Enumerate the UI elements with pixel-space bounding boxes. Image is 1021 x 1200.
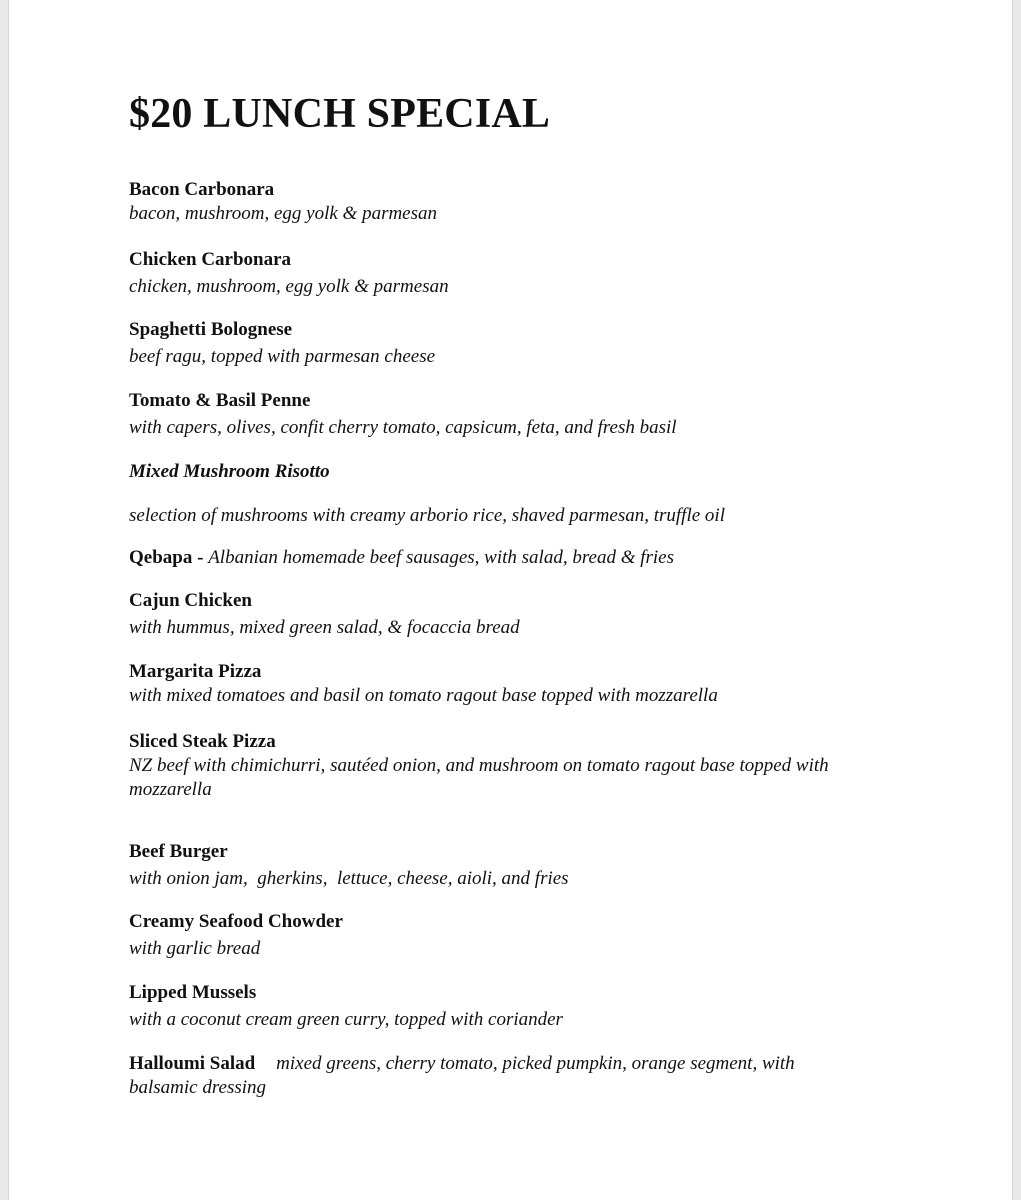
- menu-item-description: bacon, mushroom, egg yolk & parmesan: [129, 203, 438, 224]
- menu-item-name: Beef Burger: [129, 841, 228, 862]
- menu-item-name: Bacon Carbonara: [129, 179, 275, 200]
- menu-title: $20 LUNCH SPECIAL: [129, 91, 551, 137]
- menu-item-description: with hummus, mixed green salad, & focaccia bread: [129, 617, 520, 638]
- menu-item-mixed-mushroom-risotto: [129, 460, 889, 528]
- menu-item-name: Tomato & Basil Penne: [129, 390, 311, 411]
- menu-item-description: mixed greens, cherry tomato, picked pumpkin, orange segment, with balsamic dressing: [129, 1053, 795, 1098]
- menu-item-description: with garlic bread: [129, 938, 261, 959]
- menu-item-description: with onion jam, gherkins, lettuce, cheese, aioli, and fries: [129, 868, 569, 889]
- menu-item-description: selection of mushrooms with creamy arborio rice, shaved parmesan, truffle oil: [129, 505, 725, 526]
- menu-item-name: Sliced Steak Pizza: [129, 731, 276, 752]
- menu-item-creamy-seafood-chowder: [129, 910, 889, 961]
- menu-item-name: Creamy Seafood Chowder: [129, 911, 343, 932]
- menu-item-halloumi-salad: [129, 1052, 849, 1100]
- menu-item-description: Albanian homemade beef sausages, with salad, bread & fries: [208, 547, 675, 568]
- menu-item-description: with capers, olives, confit cherry tomato, capsicum, feta, and fresh basil: [129, 417, 677, 438]
- menu-item-lipped-mussels: [129, 981, 889, 1032]
- page-frame-right: [1012, 0, 1021, 1200]
- menu-item-name: Chicken Carbonara: [129, 249, 292, 270]
- menu-item-name: Cajun Chicken: [129, 590, 252, 611]
- menu-item-description: with mixed tomatoes and basil on tomato ragout base topped with mozzarella: [129, 685, 718, 706]
- menu-item-description: chicken, mushroom, egg yolk & parmesan: [129, 276, 449, 297]
- menu-item-margarita-pizza: [129, 660, 889, 708]
- menu-item-name: Mixed Mushroom Risotto: [129, 461, 330, 482]
- menu-item-description: with a coconut cream green curry, topped with coriander: [129, 1009, 563, 1030]
- menu-item-name: Lipped Mussels: [129, 982, 257, 1003]
- page-frame-left: [0, 0, 9, 1200]
- menu-item-chicken-carbonara: [129, 248, 889, 299]
- menu-item-name: Qebapa: [129, 547, 193, 568]
- menu-item-separator: -: [192, 547, 209, 568]
- menu-item-description: beef ragu, topped with parmesan cheese: [129, 346, 436, 367]
- menu-item-name: Halloumi Salad: [129, 1053, 256, 1074]
- menu-item-description: NZ beef with chimichurri, sautéed onion, and mushroom on tomato ragout base topped with mozzarella: [129, 755, 829, 800]
- menu-item-name: Margarita Pizza: [129, 661, 262, 682]
- menu-item-spaghetti-bolognese: [129, 318, 889, 369]
- menu-item-bacon-carbonara: [129, 178, 889, 226]
- menu-item-tomato-basil-penne: [129, 389, 889, 440]
- menu-item-cajun-chicken: [129, 589, 889, 640]
- menu-item-beef-burger: [129, 840, 889, 891]
- menu-item-sliced-steak-pizza: [129, 730, 889, 802]
- menu-item-name: Spaghetti Bolognese: [129, 319, 293, 340]
- menu-item-qebapa: [129, 546, 889, 570]
